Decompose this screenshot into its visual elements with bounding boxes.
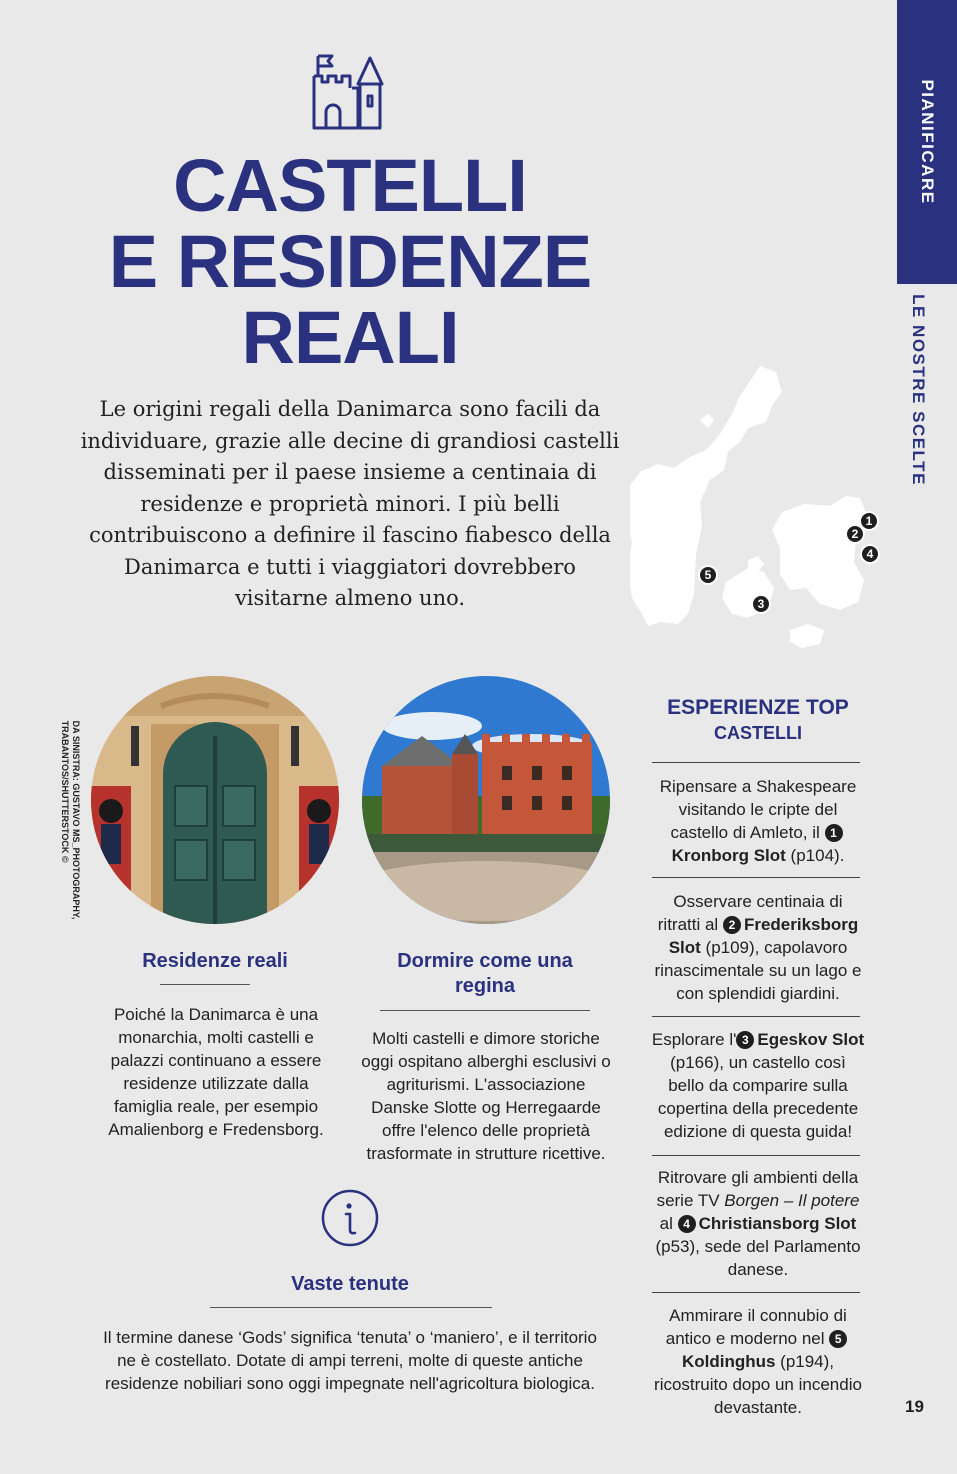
title-line-2: E RESIDENZE (108, 220, 592, 303)
photo-credit: DA SINISTRA: GUSTAVO MS_PHOTOGRAPHY, TRABANTOS/SHUTTERSTOCK © (60, 720, 81, 920)
experience-item: Esplorare l' 3 Egeskov Slot (p166), un castello così bello da comparire sulla copertina della precedente edizione di questa guida! (651, 1030, 865, 1141)
svg-text:3: 3 (757, 597, 765, 611)
vaste-tenute-heading: Vaste tenute (291, 1273, 409, 1295)
denmark-map (630, 360, 880, 660)
experiences-divider (652, 762, 860, 763)
number-badge: 4 (678, 1215, 696, 1233)
residenze-reali-text: Poiché la Danimarca è una monarchia, molti castelli e palazzi continuano a essere residenze utilizzate dalla famiglia reale, per esempio Amalienborg e Fredensborg. (108, 1005, 324, 1139)
vaste-tenute-text: Il termine danese ‘Gods’ significa ‘tenuta’ o ‘maniero’, e il territorio ne è costellato. Dotate di ampi terreni, molte di queste antiche residenze nobiliari sono oggi impegnate nell'agricoltura biologica. (103, 1328, 597, 1393)
palace-door-photo (91, 676, 339, 924)
experiences-divider (652, 1155, 860, 1156)
number-badge: 3 (736, 1031, 754, 1049)
svg-text:1: 1 (865, 514, 873, 528)
residenze-reali-heading: Residenze reali (142, 950, 288, 972)
section2-divider (380, 1010, 590, 1011)
svg-text:2: 2 (851, 527, 859, 541)
dormire-come-una-regina-text: Molti castelli e dimore storiche oggi ospitano alberghi esclusivi o agriturismi. L'associazione Danske Slotte og Herregaarde offre l'elenco delle proprietà trasformate in strutture ricettive. (361, 1029, 611, 1163)
experiences-title: ESPERIENZE TOP CASTELLI (667, 696, 849, 743)
title-line-1: CASTELLI (173, 144, 527, 227)
experiences-divider (652, 1292, 860, 1293)
map-marker-2 (846, 525, 864, 543)
title-line-3: REALI (241, 296, 459, 379)
page-number: 19 (905, 1397, 924, 1416)
map-marker-3 (752, 595, 770, 613)
section-sub-label: LE NOSTRE SCELTE (909, 294, 928, 486)
red-castle-photo (362, 676, 610, 924)
experience-item: Osservare centinaia di ritratti al 2 Frederiksborg Slot (p109), capolavoro rinascimentale su un lago e con splendidi giardini. (654, 892, 862, 1003)
castle-icon (308, 52, 392, 132)
number-badge: 1 (825, 824, 843, 842)
map-marker-4 (861, 545, 879, 563)
experiences-divider (652, 1016, 860, 1017)
section3-divider (210, 1307, 492, 1308)
number-badge: 2 (723, 916, 741, 934)
experience-item: Ripensare a Shakespeare visitando le cripte del castello di Amleto, il 1Kronborg Slot (p104). (659, 777, 857, 865)
info-icon (320, 1188, 380, 1248)
map-marker-1 (860, 512, 878, 530)
map-marker-5 (699, 566, 717, 584)
section-tab-label: PIANIFICARE (918, 79, 937, 205)
dormire-come-una-regina-heading: Dormire come una regina (397, 950, 573, 997)
svg-text:4: 4 (866, 547, 874, 561)
experience-item: Ammirare il connubio di antico e moderno nel 5Koldinghus (p194), ricostruito dopo un incendio devastante. (654, 1306, 862, 1417)
section1-divider (160, 984, 250, 985)
page-title (40, 144, 660, 379)
experience-item: Ritrovare gli ambienti della serie TV Borgen – Il potere al 4 Christiansborg Slot (p53), sede del Parlamento danese. (655, 1168, 861, 1279)
number-badge: 5 (829, 1330, 847, 1348)
intro-paragraph: Le origini regali della Danimarca sono facili da individuare, grazie alle decine di grandiosi castelli disseminati per il paese insieme a centinaia di residenze e proprietà minori. I più belli contribuiscono a definire il fascino fiabesco della Danimarca e tutti i viaggiatori dovrebbero visitarne almeno uno. (80, 397, 620, 610)
experiences-divider (652, 877, 860, 878)
svg-text:5: 5 (704, 568, 712, 582)
